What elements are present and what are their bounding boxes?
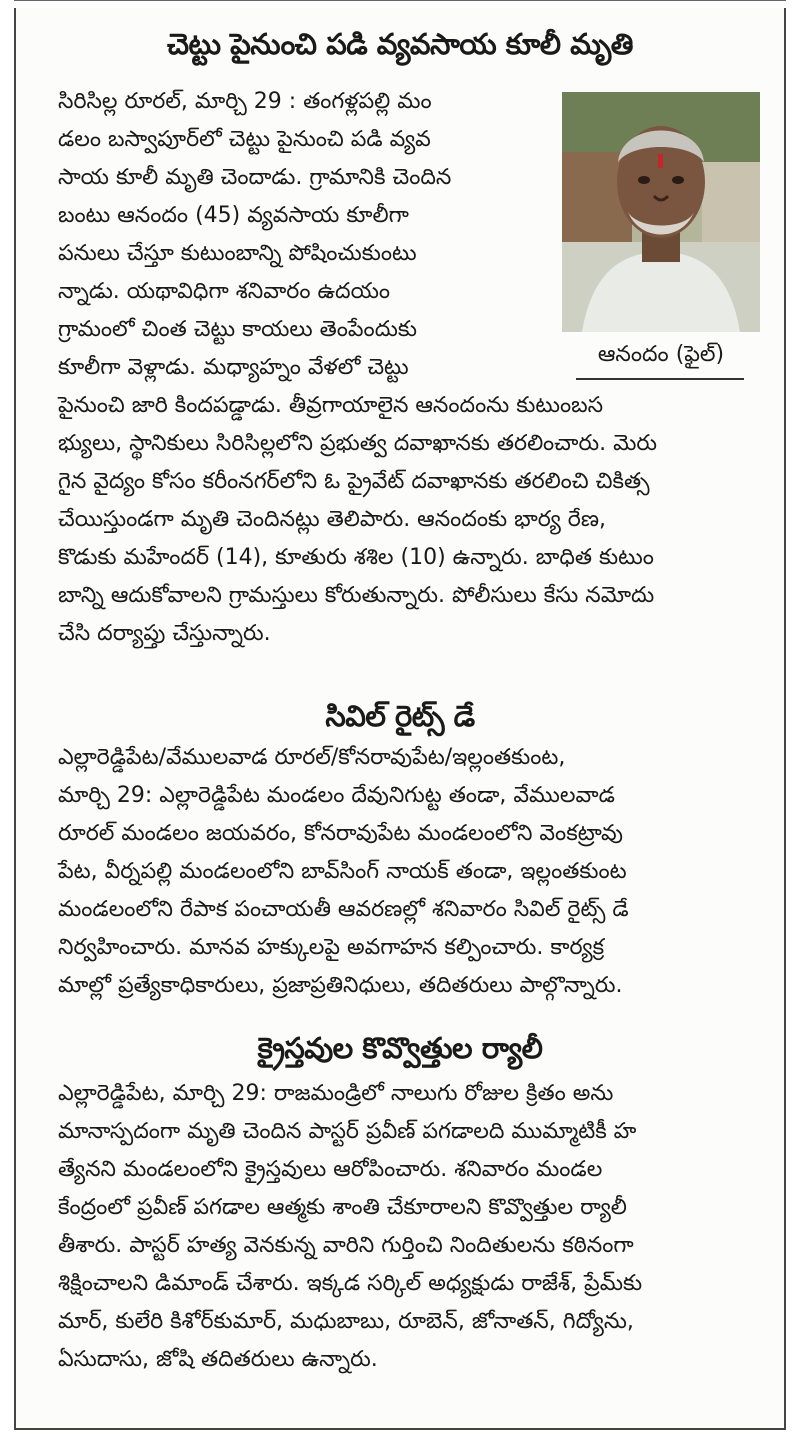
article-1-line: కొడుకు మహేందర్ (14), కూతురు శశిల (10) ఉన్నారు. బాధిత కుటుం <box>58 545 654 570</box>
article-3-line: కేంద్రంలో ప్రవీణ్ పగడాల ఆత్మకు శాంతి చేకూరాలని కొవ్వొత్తుల ర్యాలీ <box>58 1195 627 1220</box>
article-2-line: మండలంలోని రేపాక పంచాయతీ ఆవరణల్లో శనివారం సివిల్ రైట్స్ డే <box>58 897 629 922</box>
bottom-border-rule <box>14 1428 786 1430</box>
article-2-headline: సివిల్ రైట్స్ డే <box>325 699 475 733</box>
article-1-line: బంటు ఆనందం (45) వ్యవసాయ కూలీగా <box>58 203 409 228</box>
article-1-line: భ్యులు, స్థానికులు సిరిసిల్లలోని ప్రభుత్వ దవాఖానకు తరలించారు. మెరు <box>58 431 658 456</box>
article-2-line: నిర్వహించారు. మానవ హక్కులపై అవగాహన కల్పించారు. కార్యక్ర <box>58 935 605 960</box>
portrait-photo <box>562 92 760 332</box>
article-2-line: రూరల్ మండలం జయవరం, కోనరావుపేట మండలంలోని వెంకట్రావు <box>58 821 624 846</box>
article-3-line: త్యేనని మండలంలోని క్రైస్తవులు ఆరోపించారు. శనివారం మండల <box>58 1157 603 1182</box>
article-1-line: పైనుంచి జారి కిందపడ్డాడు. తీవ్రగాయాలైన ఆనందంను కుటుంబస <box>58 393 604 418</box>
article-3-headline: క్రైస్తవుల కొవ్వొత్తుల ర్యాలీ <box>257 1031 543 1065</box>
article-1-line: గ్రామంలో చింత చెట్టు కాయలు తెంపేందుకు <box>58 317 417 342</box>
article-1-line: పనులు చేస్తూ కుటుంబాన్ని పోషించుకుంటు <box>58 241 417 266</box>
article-2-line: మాల్లో ప్రత్యేకాధికారులు, ప్రజాప్రతినిధులు, తదితరులు పాల్గొన్నారు. <box>58 973 623 998</box>
article-1-line: బాన్ని ఆదుకోవాలని గ్రామస్తులు కోరుతున్నారు. పోలీసులు కేసు నమోదు <box>58 583 655 608</box>
article-1-line: సాయ కూలీ మృతి చెందాడు. గ్రామానికి చెందిన <box>58 165 452 190</box>
caption-underline <box>576 378 744 380</box>
article-3-line: ఎల్లారెడ్డిపేట, మార్చి 29: రాజమండ్రిలో నాలుగు రోజుల క్రితం అను <box>58 1081 614 1106</box>
article-2-line: ఎల్లారెడ్డిపేట/వేములవాడ రూరల్/కోనరావుపేట/ఇల్లంతకుంట, <box>58 745 566 770</box>
article-3-line: మార్, కులేరి కిశోర్‌కుమార్, మధుబాబు, రూబెన్, జోనాతన్, గిద్యోను, <box>58 1309 634 1334</box>
photo-caption: ఆనందం (ఫైల్) <box>597 342 725 367</box>
article-3-line: మానాస్పదంగా మృతి చెందిన పాస్టర్ ప్రవీణ్ పగడాలది ముమ్మాటికీ హ <box>58 1119 637 1144</box>
article-1-line: న్నాడు. యథావిధిగా శనివారం ఉదయం <box>58 279 391 304</box>
article-1-line: కూలీగా వెళ్లాడు. మధ్యాహ్నం వేళలో చెట్టు <box>58 355 409 380</box>
article-2-line: మార్చి 29: ఎల్లారెడ్డిపేట మండలం దేవునిగుట్ట తండా, వేములవాడ <box>58 783 615 808</box>
article-1-line: గైన వైద్యం కోసం కరీంనగర్‌లోని ఓ ప్రైవేట్ దవాఖానకు తరలించి చికిత్స <box>58 469 650 494</box>
top-border-rule <box>14 0 786 5</box>
article-3-line: శిక్షించాలని డిమాండ్ చేశారు. ఇక్కడ సర్కిల్ అధ్యక్షుడు రాజేశ్, ప్రేమ్‌కు <box>58 1271 643 1296</box>
article-3-line: ఏసుదాసు, జోషి తదితరులు ఉన్నారు. <box>58 1347 378 1372</box>
article-1-headline: చెట్టు పైనుంచి పడి వ్యవసాయ కూలీ మృతి <box>167 27 633 61</box>
portrait-illustration <box>562 92 760 332</box>
article-1-line: చేయిస్తుండగా మృతి చెందినట్లు తెలిపారు. ఆనందంకు భార్య రేణ, <box>58 507 607 532</box>
article-3-line: తీశారు. పాస్టర్ హత్య వెనకున్న వారిని గుర్తించి నిందితులను కఠినంగా <box>58 1233 634 1258</box>
article-1-line: డలం బస్వాపూర్‌లో చెట్టు పైనుంచి పడి వ్యవ <box>58 127 431 152</box>
article-1-line: సిరిసిల్ల రూరల్, మార్చి 29 : తంగళ్లపల్లి మం <box>58 89 432 114</box>
article-2-line: పేట, వీర్నపల్లి మండలంలోని బావ్‌సింగ్ నాయక్ తండా, ఇల్లంతకుంట <box>58 859 627 884</box>
article-1-line: చేసి దర్యాప్తు చేస్తున్నారు. <box>58 621 271 646</box>
